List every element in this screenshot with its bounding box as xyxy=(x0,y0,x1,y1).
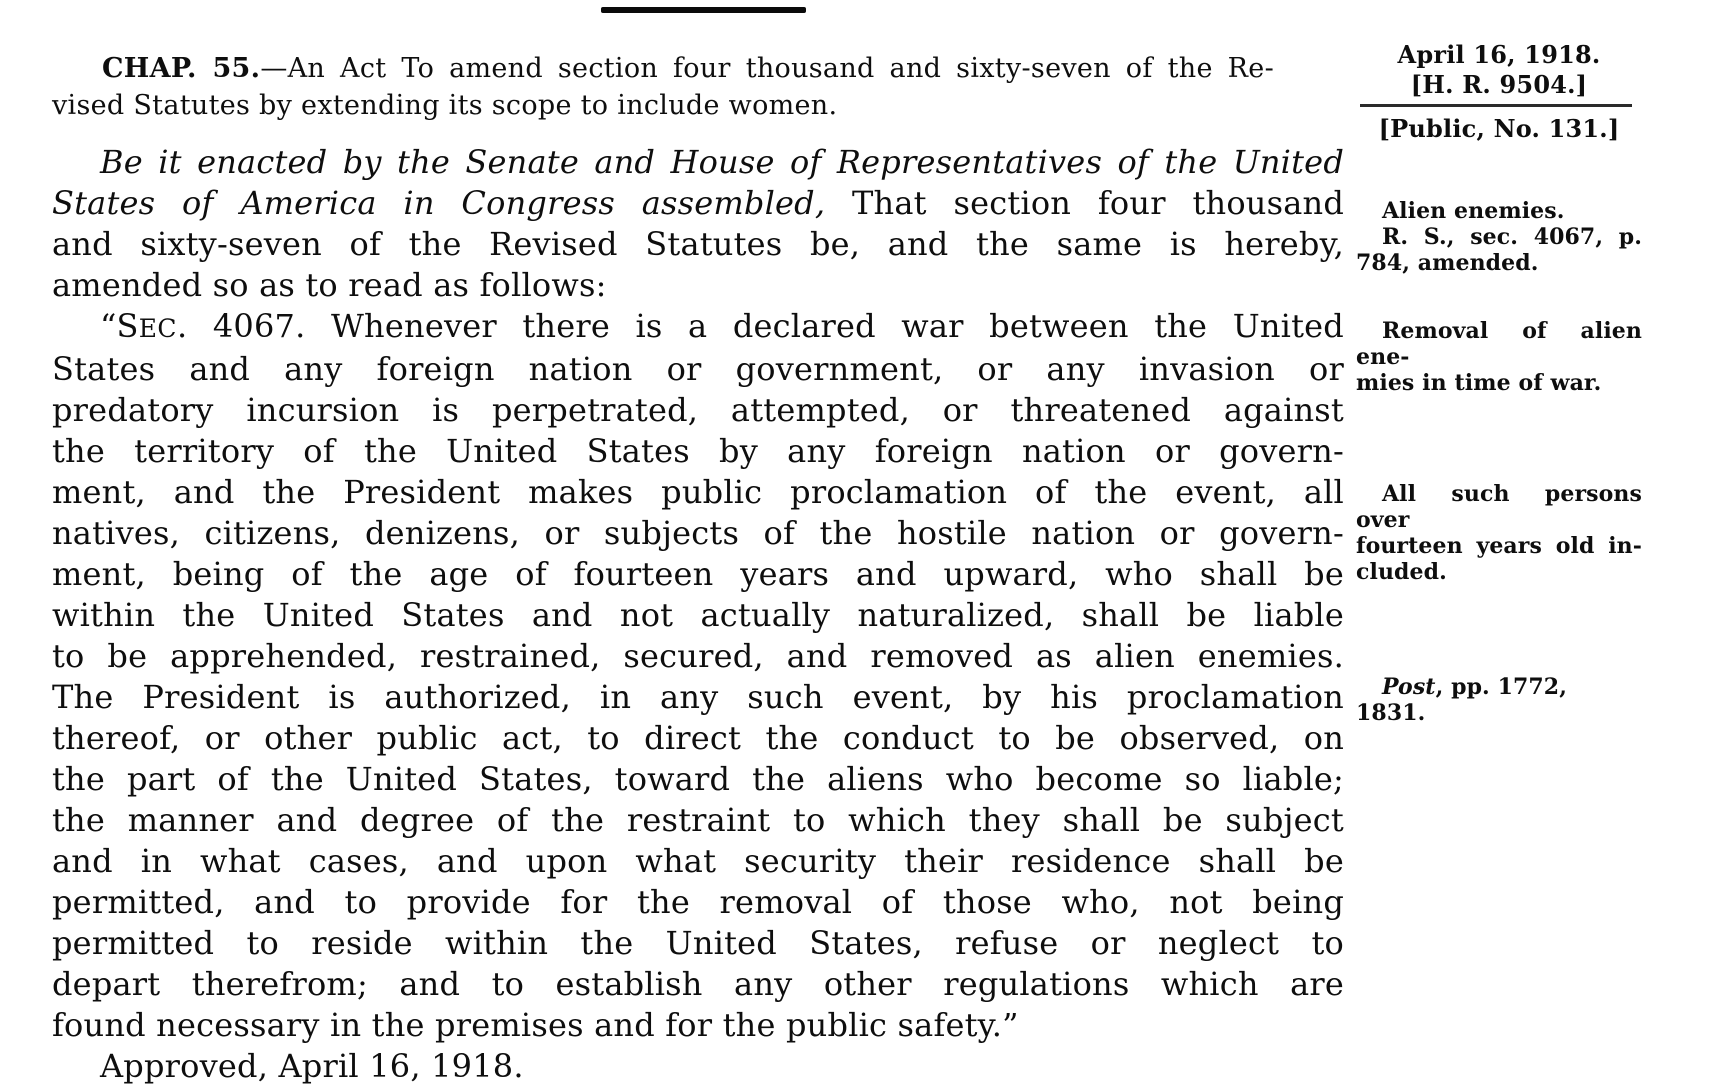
act-heading xyxy=(52,50,1274,124)
text-line xyxy=(52,87,1274,124)
text-line xyxy=(52,554,1344,595)
text-segment: . 4067. Whenever there is a declared war between the United xyxy=(177,307,1344,345)
text-segment: The President is authorized, in any such event, by his proclamation xyxy=(52,678,1344,716)
text-line xyxy=(1356,533,1642,559)
text-line xyxy=(52,636,1344,677)
text-segment: Removal of alien ene- xyxy=(1356,318,1642,370)
text-line xyxy=(52,472,1344,513)
margin-divider-rule xyxy=(1360,104,1632,107)
text-line xyxy=(52,50,1274,87)
text-line xyxy=(1356,370,1642,396)
text-segment: natives, citizens, denizens, or subjects of the hostile nation or govern- xyxy=(52,514,1344,552)
text-line xyxy=(52,265,1344,306)
text-segment: permitted, and to provide for the removal of those who, not being xyxy=(52,883,1344,921)
text-line xyxy=(1356,224,1642,250)
text-line xyxy=(52,1005,1344,1046)
text-segment: thereof, or other public act, to direct the conduct to be observed, on xyxy=(52,719,1344,757)
text-line xyxy=(52,390,1344,431)
text-segment: mies in time of war. xyxy=(1356,370,1602,396)
text-line xyxy=(52,759,1344,800)
text-line xyxy=(52,677,1344,718)
text-segment: Approved, April 16, 1918. xyxy=(100,1047,524,1085)
text-segment: States of America in Congress assembled, xyxy=(52,184,826,222)
text-line xyxy=(52,183,1344,224)
text-segment: Be it enacted by the Senate and House of Representatives of the United xyxy=(100,143,1344,181)
margin-date-text: April 16, 1918. xyxy=(1397,40,1601,69)
margin-note-date-bill xyxy=(1356,40,1642,100)
text-line xyxy=(52,800,1344,841)
text-line xyxy=(52,718,1344,759)
text-line xyxy=(1356,674,1642,726)
text-segment: cluded. xyxy=(1356,559,1447,585)
margin-note xyxy=(1356,674,1642,726)
text-segment: the part of the United States, toward the aliens who become so liable; xyxy=(52,760,1344,798)
text-segment: “S xyxy=(100,307,139,345)
text-segment: vised Statutes by extending its scope to include women. xyxy=(52,90,838,121)
text-line xyxy=(52,306,1344,349)
margin-note xyxy=(1356,198,1642,276)
text-line xyxy=(52,595,1344,636)
text-line xyxy=(1356,481,1642,533)
text-line xyxy=(52,1046,1344,1087)
text-segment: 784, amended. xyxy=(1356,250,1539,276)
text-segment: , pp. 1772, 1831. xyxy=(1356,674,1567,726)
text-segment: the territory of the United States by any foreign nation or govern- xyxy=(52,432,1344,470)
text-segment: the manner and degree of the restraint to which they shall be subject xyxy=(52,801,1344,839)
text-line xyxy=(52,882,1344,923)
text-line xyxy=(52,431,1344,472)
text-segment: and in what cases, and upon what security their residence shall be xyxy=(52,842,1344,880)
text-segment: —An Act To amend section four thousand and sixty-seven of the Re- xyxy=(260,53,1274,84)
margin-note xyxy=(1356,481,1642,585)
text-line xyxy=(52,349,1344,390)
text-line xyxy=(52,964,1344,1005)
text-segment: fourteen years old in- xyxy=(1356,533,1642,559)
margin-bill-number-text: [H. R. 9504.] xyxy=(1410,70,1588,99)
text-line xyxy=(1356,198,1642,224)
text-segment: found necessary in the premises and for the public safety.” xyxy=(52,1006,1019,1044)
text-line xyxy=(52,923,1344,964)
text-segment: CHAP. 55. xyxy=(102,53,261,84)
text-segment: predatory incursion is perpetrated, attempted, or threatened against xyxy=(52,391,1344,429)
text-segment: ment, being of the age of fourteen years and upward, who shall be xyxy=(52,555,1344,593)
text-segment: depart therefrom; and to establish any other regulations which are xyxy=(52,965,1344,1003)
text-segment: to be apprehended, restrained, secured, and removed as alien enemies. xyxy=(52,637,1344,675)
text-segment: EC xyxy=(138,314,177,343)
text-line xyxy=(52,142,1344,183)
chapter-divider-rule xyxy=(601,7,806,13)
margin-note xyxy=(1356,318,1642,396)
text-segment: Alien enemies. xyxy=(1382,198,1565,224)
text-line xyxy=(1356,250,1642,276)
text-line xyxy=(1356,559,1642,585)
text-segment: within the United States and not actually naturalized, shall be liable xyxy=(52,596,1344,634)
text-segment: R. S., sec. 4067, p. xyxy=(1382,224,1642,250)
margin-public-number: [Public, No. 131.] xyxy=(1378,114,1620,143)
text-line xyxy=(1356,318,1642,370)
text-segment: That section four thousand xyxy=(825,184,1344,222)
text-segment: and sixty-seven of the Revised Statutes be, and the same is hereby, xyxy=(52,225,1344,263)
text-line xyxy=(52,513,1344,554)
text-segment: amended so as to read as follows: xyxy=(52,266,607,304)
text-line xyxy=(52,224,1344,265)
text-segment: permitted to reside within the United States, refuse or neglect to xyxy=(52,924,1344,962)
text-line xyxy=(52,841,1344,882)
act-body-text xyxy=(52,142,1344,1087)
text-segment: States and any foreign nation or government, or any invasion or xyxy=(52,350,1344,388)
text-segment: ment, and the President makes public proclamation of the event, all xyxy=(52,473,1344,511)
text-segment: Post xyxy=(1382,674,1436,700)
text-segment: All such persons over xyxy=(1356,481,1642,533)
